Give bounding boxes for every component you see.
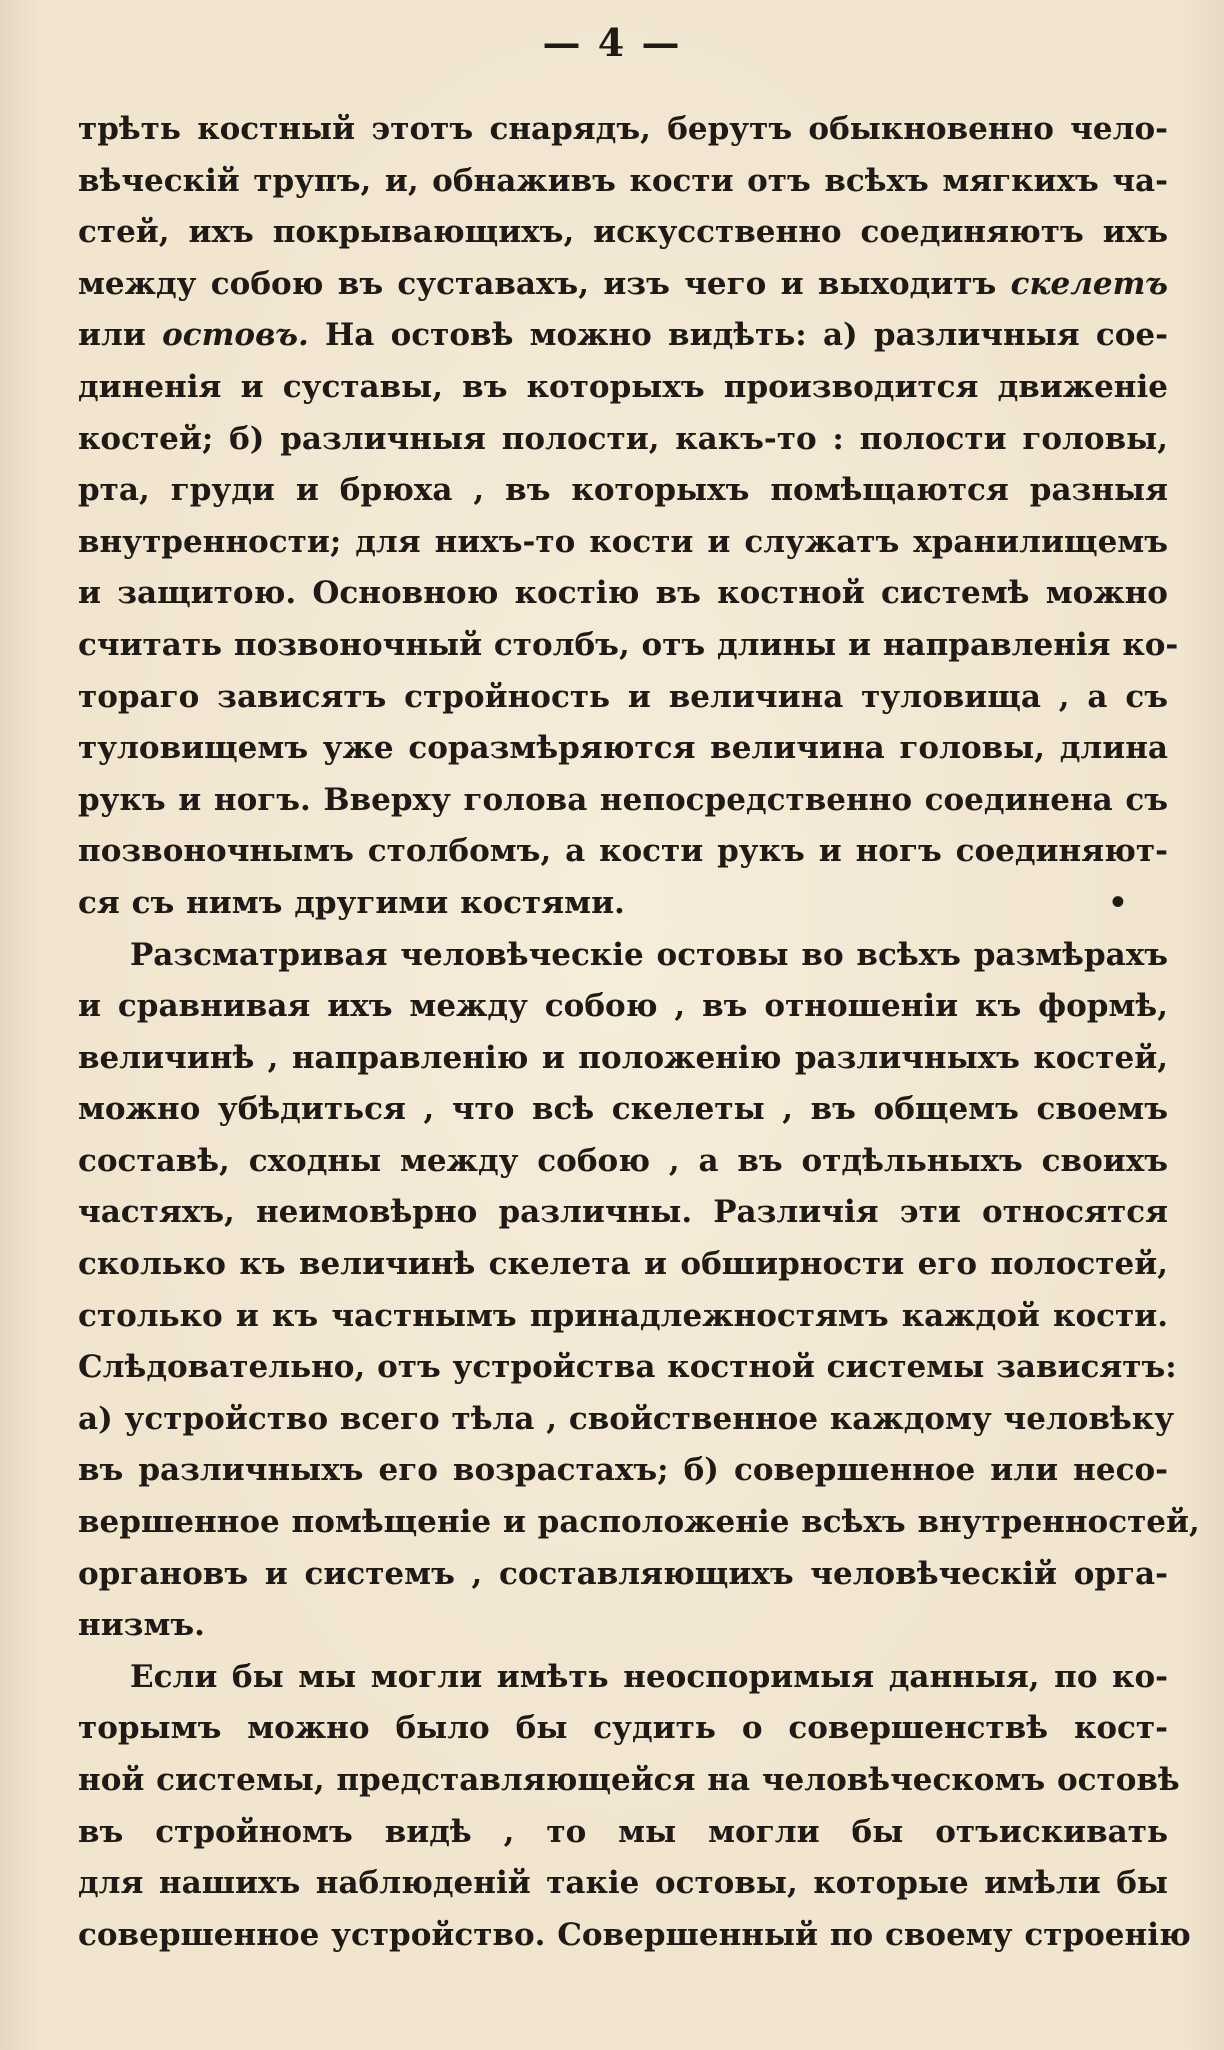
text-line-1: трѣть костный этотъ снарядъ, берутъ обыкновенно чело-: [78, 111, 1168, 147]
text-line-16-text: ся съ нимъ другими костями.: [78, 884, 625, 921]
text-line-5-start: или: [78, 317, 146, 354]
text-line-23: сколько къ величинѣ скелета и обширности его полостей,: [78, 1246, 1168, 1283]
page-number: — 4 —: [542, 20, 682, 65]
text-line-19: величинѣ , направленію и положенію различныхъ костей,: [78, 1039, 1168, 1076]
text-line-12: тораго зависятъ стройность и величина туловища , а съ: [78, 678, 1168, 715]
text-line-4: [78, 259, 1168, 311]
text-line-9: внутренности; для нихъ-то кости и служатъ хранилищемъ: [78, 523, 1168, 560]
text-line-28: вершенное помѣщеніе и расположеніе всѣхъ внутренностей,: [78, 1504, 1200, 1541]
text-line-29: органовъ и системъ , составляющихъ человѣческій орга-: [78, 1555, 1168, 1592]
text-line-6: диненія и суставы, въ которыхъ производится движеніе: [78, 368, 1168, 405]
text-line-22: частяхъ, неимовѣрно различны. Различія эти относятся: [78, 1194, 1168, 1231]
text-line-11: считать позвоночный столбъ, отъ длины и направленія ко-: [78, 626, 1179, 663]
text-line-25: Слѣдовательно, отъ устройства костной системы зависятъ:: [78, 1349, 1177, 1386]
text-line-27: въ различныхъ его возрастахъ; б) совершенное или несо-: [78, 1452, 1168, 1489]
text-line-16: [78, 878, 1168, 930]
italic-term-skeleton: скелетъ: [1010, 265, 1168, 302]
text-line-10: и защитою. Основною костію въ костной системѣ можно: [78, 575, 1168, 612]
text-line-26: а) устройство всего тѣла , свойственное каждому человѣку: [78, 1400, 1175, 1437]
text-line-24: столько и къ частнымъ принадлежностямъ каждой кости.: [78, 1297, 1168, 1334]
text-line-36: совершенное устройство. Совершенный по своему строенію: [78, 1916, 1191, 1953]
text-line-3: стей, ихъ покрывающихъ, искусственно соединяютъ ихъ: [78, 214, 1168, 251]
text-line-17: Разсматривая человѣческіе остовы во всѣхъ размѣрахъ: [130, 936, 1168, 973]
text-line-5-rest: На остовѣ можно видѣть: а) различныя сое-: [325, 317, 1169, 354]
text-line-18: и сравнивая ихъ между собою , въ отношеніи къ формѣ,: [78, 988, 1168, 1025]
text-line-35: для нашихъ наблюденій такіе остовы, которые имѣли бы: [78, 1865, 1168, 1902]
text-line-20: можно убѣдиться , что всѣ скелеты , въ общемъ своемъ: [78, 1091, 1168, 1128]
text-line-30: низмъ.: [78, 1607, 205, 1644]
text-line-21: составѣ, сходны между собою , а въ отдѣльныхъ своихъ: [78, 1142, 1168, 1179]
text-line-5: [78, 310, 1168, 362]
text-line-33: ной системы, представляющейся на человѣческомъ остовѣ: [78, 1762, 1180, 1798]
text-line-7: костей; б) различныя полости, какъ-то : полости головы,: [78, 420, 1168, 457]
italic-term-ostov: остовъ.: [162, 317, 309, 354]
body-text: [78, 104, 1200, 1961]
text-line-15: позвоночнымъ столбомъ, а кости рукъ и ногъ соединяют-: [78, 833, 1168, 870]
text-line-34: въ стройномъ видѣ , то мы могли бы отъискивать: [78, 1813, 1168, 1850]
text-line-31: Если бы мы могли имѣть неоспоримыя данныя, по ко-: [130, 1658, 1168, 1695]
stray-mark: •: [1108, 884, 1128, 921]
text-line-14: рукъ и ногъ. Вверху голова непосредственно соединена съ: [78, 781, 1168, 818]
text-line-8: рта, груди и брюха , въ которыхъ помѣщаются разныя: [78, 472, 1168, 509]
text-line-4-main: между собою въ суставахъ, изъ чего и выходитъ: [78, 265, 997, 302]
text-line-32: торымъ можно было бы судить о совершенствѣ кост-: [78, 1710, 1168, 1747]
text-line-13: туловищемъ уже соразмѣряются величина головы, длина: [78, 730, 1168, 767]
text-line-2: вѣческій трупъ, и, обнаживъ кости отъ всѣхъ мягкихъ ча-: [78, 162, 1168, 199]
